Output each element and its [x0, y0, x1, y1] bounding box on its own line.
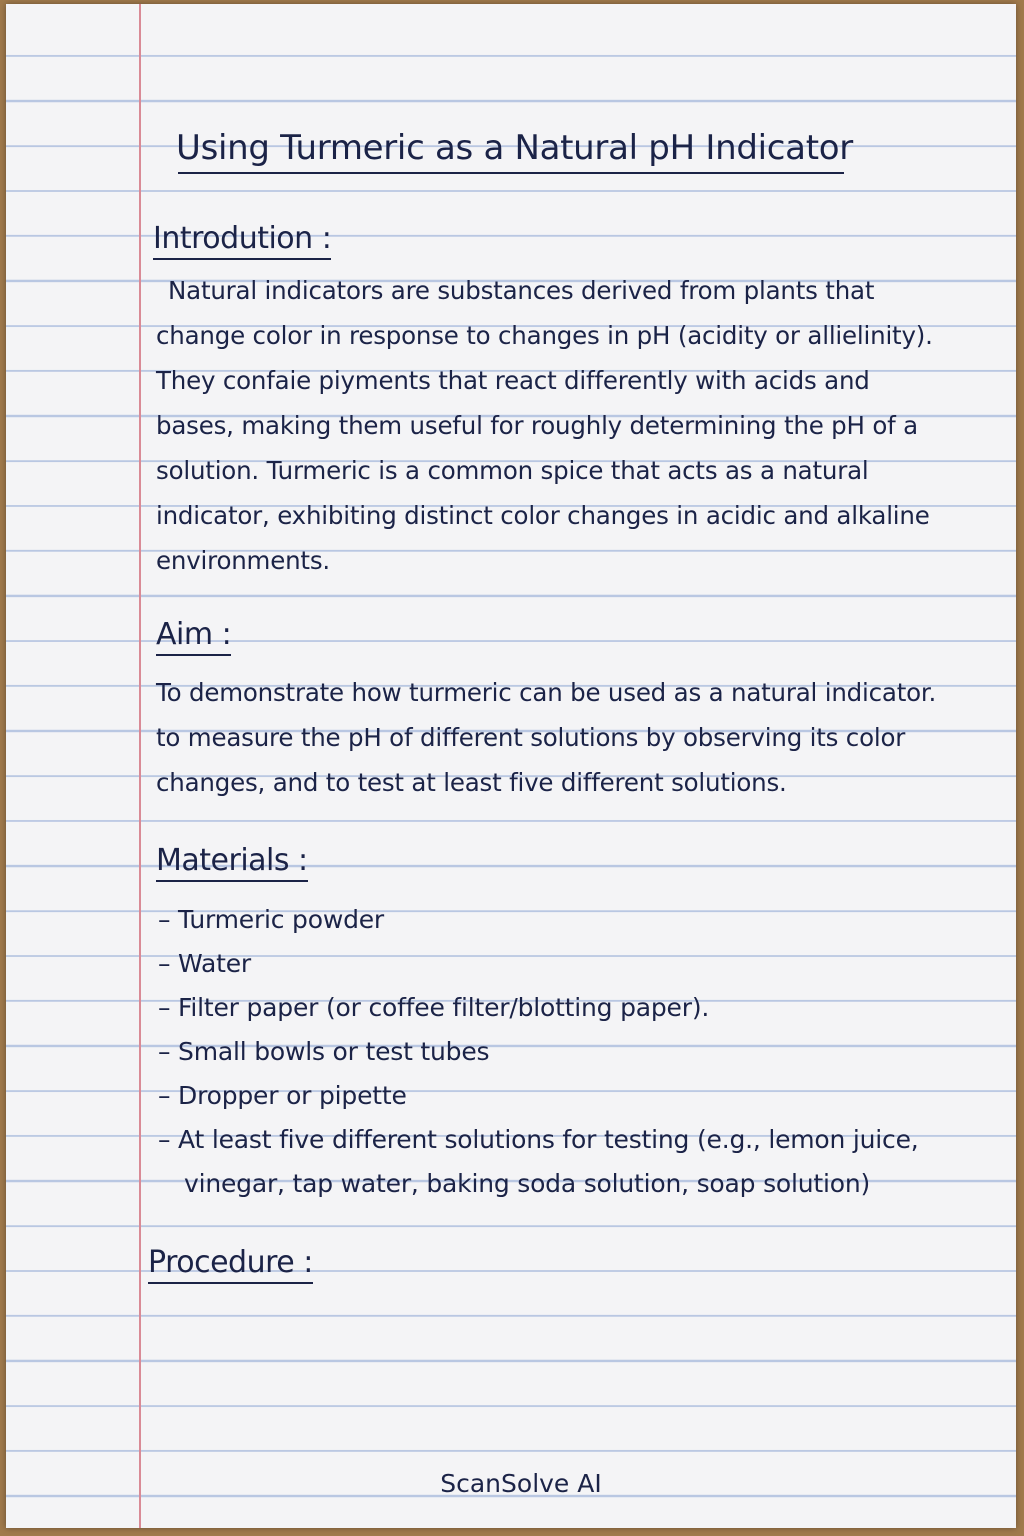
- list-item: – At least five different solutions for testing (e.g., lemon juice,: [158, 1125, 919, 1154]
- text-line: solution. Turmeric is a common spice that acts as a natural: [156, 456, 869, 485]
- list-item: – Small bowls or test tubes: [158, 1037, 490, 1066]
- list-item: – Filter paper (or coffee filter/blotting paper).: [158, 993, 710, 1022]
- text-line: They confaie piyments that react differently with acids and: [156, 366, 870, 395]
- aim-heading: Aim :: [156, 618, 231, 656]
- text-line: Natural indicators are substances derived from plants that: [168, 276, 875, 305]
- title-underline: [178, 172, 844, 174]
- margin-line: [139, 4, 141, 1528]
- procedure-heading: Procedure :: [148, 1246, 313, 1284]
- list-item: – Water: [158, 949, 251, 978]
- materials-heading: Materials :: [156, 844, 308, 882]
- text-line: changes, and to test at least five different solutions.: [156, 768, 787, 797]
- list-item: – Dropper or pipette: [158, 1081, 407, 1110]
- notebook-page: [6, 4, 1016, 1528]
- text-line: indicator, exhibiting distinct color changes in acidic and alkaline: [156, 501, 930, 530]
- page-title: Using Turmeric as a Natural pH Indicator: [176, 128, 853, 168]
- text-line: To demonstrate how turmeric can be used as a natural indicator.: [156, 678, 937, 707]
- text-line: environments.: [156, 546, 330, 575]
- text-line: change color in response to changes in pH (acidity or allielinity).: [156, 321, 933, 350]
- list-item: – Turmeric powder: [158, 905, 384, 934]
- introduction-heading: Introdution :: [153, 222, 331, 260]
- introduction-paragraph: [156, 268, 976, 583]
- footer-watermark: ScanSolve AI: [440, 1469, 602, 1498]
- list-item-continuation: vinegar, tap water, baking soda solution, soap solution): [184, 1169, 871, 1198]
- text-line: to measure the pH of different solutions by observing its color: [156, 723, 906, 752]
- text-line: bases, making them useful for roughly determining the pH of a: [156, 411, 918, 440]
- aim-paragraph: [156, 670, 976, 805]
- materials-list: [158, 898, 919, 1206]
